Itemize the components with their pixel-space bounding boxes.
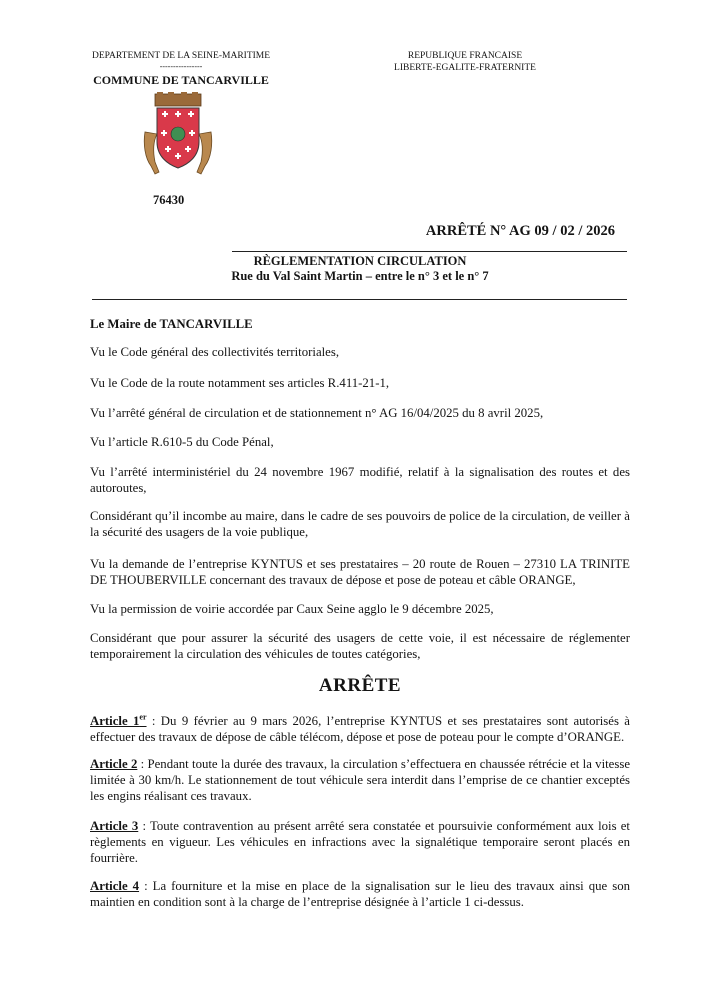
republic-label: REPUBLIQUE FRANCAISE (407, 51, 523, 61)
republic-motto: LIBERTE-EGALITE-FRATERNITE (394, 63, 536, 73)
subject-block (190, 254, 530, 284)
subject-title: RÈGLEMENTATION CIRCULATION (253, 254, 467, 268)
mayor-line: Le Maire de TANCARVILLE (90, 317, 253, 331)
article-1 (90, 713, 630, 745)
article-4 (90, 878, 630, 910)
consideration-item: Vu le Code de la route notamment ses articles R.411-21-1, (90, 376, 390, 390)
subject-subtitle: Rue du Val Saint Martin – entre le n° 3 et le n° 7 (231, 269, 489, 283)
article-text: : Du 9 février au 9 mars 2026, l’entreprise KYNTUS et ses prestataires sont autorisés à effectuer des travaux de dépose de câble télécom, dépose et pose de poteau pour le compte d’ORANGE. (90, 714, 630, 744)
consideration-item: Vu la demande de l’entreprise KYNTUS et ses prestataires – 20 route de Rouen – 27310 LA TRINITE DE THOUBERVILLE concernant des travaux de dépose et pose de poteau et câble ORANGE, (90, 557, 630, 587)
consideration-item: Vu l’arrêté interministériel du 24 novembre 1967 modifié, relatif à la signalisation des routes et des autoroutes, (90, 465, 630, 495)
bottom-divider (92, 299, 627, 300)
article-label: Article 4 (90, 879, 140, 893)
article-2 (90, 756, 630, 804)
article-label: Article 3 (90, 819, 139, 833)
consideration-item: Vu la permission de voirie accordée par Caux Seine agglo le 9 décembre 2025, (90, 602, 494, 616)
coat-of-arms-icon (141, 92, 215, 178)
consideration-item: Vu l’arrêté général de circulation et de stationnement n° AG 16/04/2025 du 8 avril 2025, (90, 406, 544, 420)
header-left (60, 50, 302, 86)
article-label: Article 2 (90, 757, 138, 771)
header-right (355, 50, 575, 74)
article-text: : Toute contravention au présent arrêté sera constatée et poursuivie conformément aux lois et règlements en vigueur. Les véhicules en infractions avec la signalétique temporaire seront placés en fourrière. (90, 819, 630, 865)
commune-name: COMMUNE DE TANCARVILLE (93, 73, 269, 87)
article-text: : La fourniture et la mise en place de la signalisation sur le lieu des travaux ainsi que son maintien en condition sont à la charge de l’entreprise désignée à l’article 1 ci-dessus. (90, 879, 630, 909)
header-separator: ---------------- (159, 62, 203, 71)
article-label: Article 1er (90, 712, 147, 728)
consideration-item: Considérant qu’il incombe au maire, dans le cadre de ses pouvoirs de police de la circulation, de veiller à la sécurité des usagers de la voie publique, (90, 509, 630, 539)
article-text: : Pendant toute la durée des travaux, la circulation s’effectuera en chaussée rétrécie et la vitesse limitée à 30 km/h. Le stationnement de tout véhicule sera interdit dans l’emprise de ce chantier exceptés les engins réalisant ces travaux. (90, 757, 630, 803)
top-divider (232, 251, 627, 252)
decree-title: ARRÊTE (318, 675, 402, 696)
arrete-number: ARRÊTÉ N° AG 09 / 02 / 2026 (425, 223, 615, 239)
article-3 (90, 818, 630, 866)
consideration-item: Vu le Code général des collectivités territoriales, (90, 345, 340, 359)
postcode: 76430 (153, 193, 185, 207)
consideration-item: Vu l’article R.610-5 du Code Pénal, (90, 435, 274, 449)
consideration-item: Considérant que pour assurer la sécurité des usagers de cette voie, il est nécessaire de réglementer temporairement la circulation des véhicules de toutes catégories, (90, 631, 630, 661)
department-label: DEPARTEMENT DE LA SEINE-MARITIME (91, 51, 271, 61)
